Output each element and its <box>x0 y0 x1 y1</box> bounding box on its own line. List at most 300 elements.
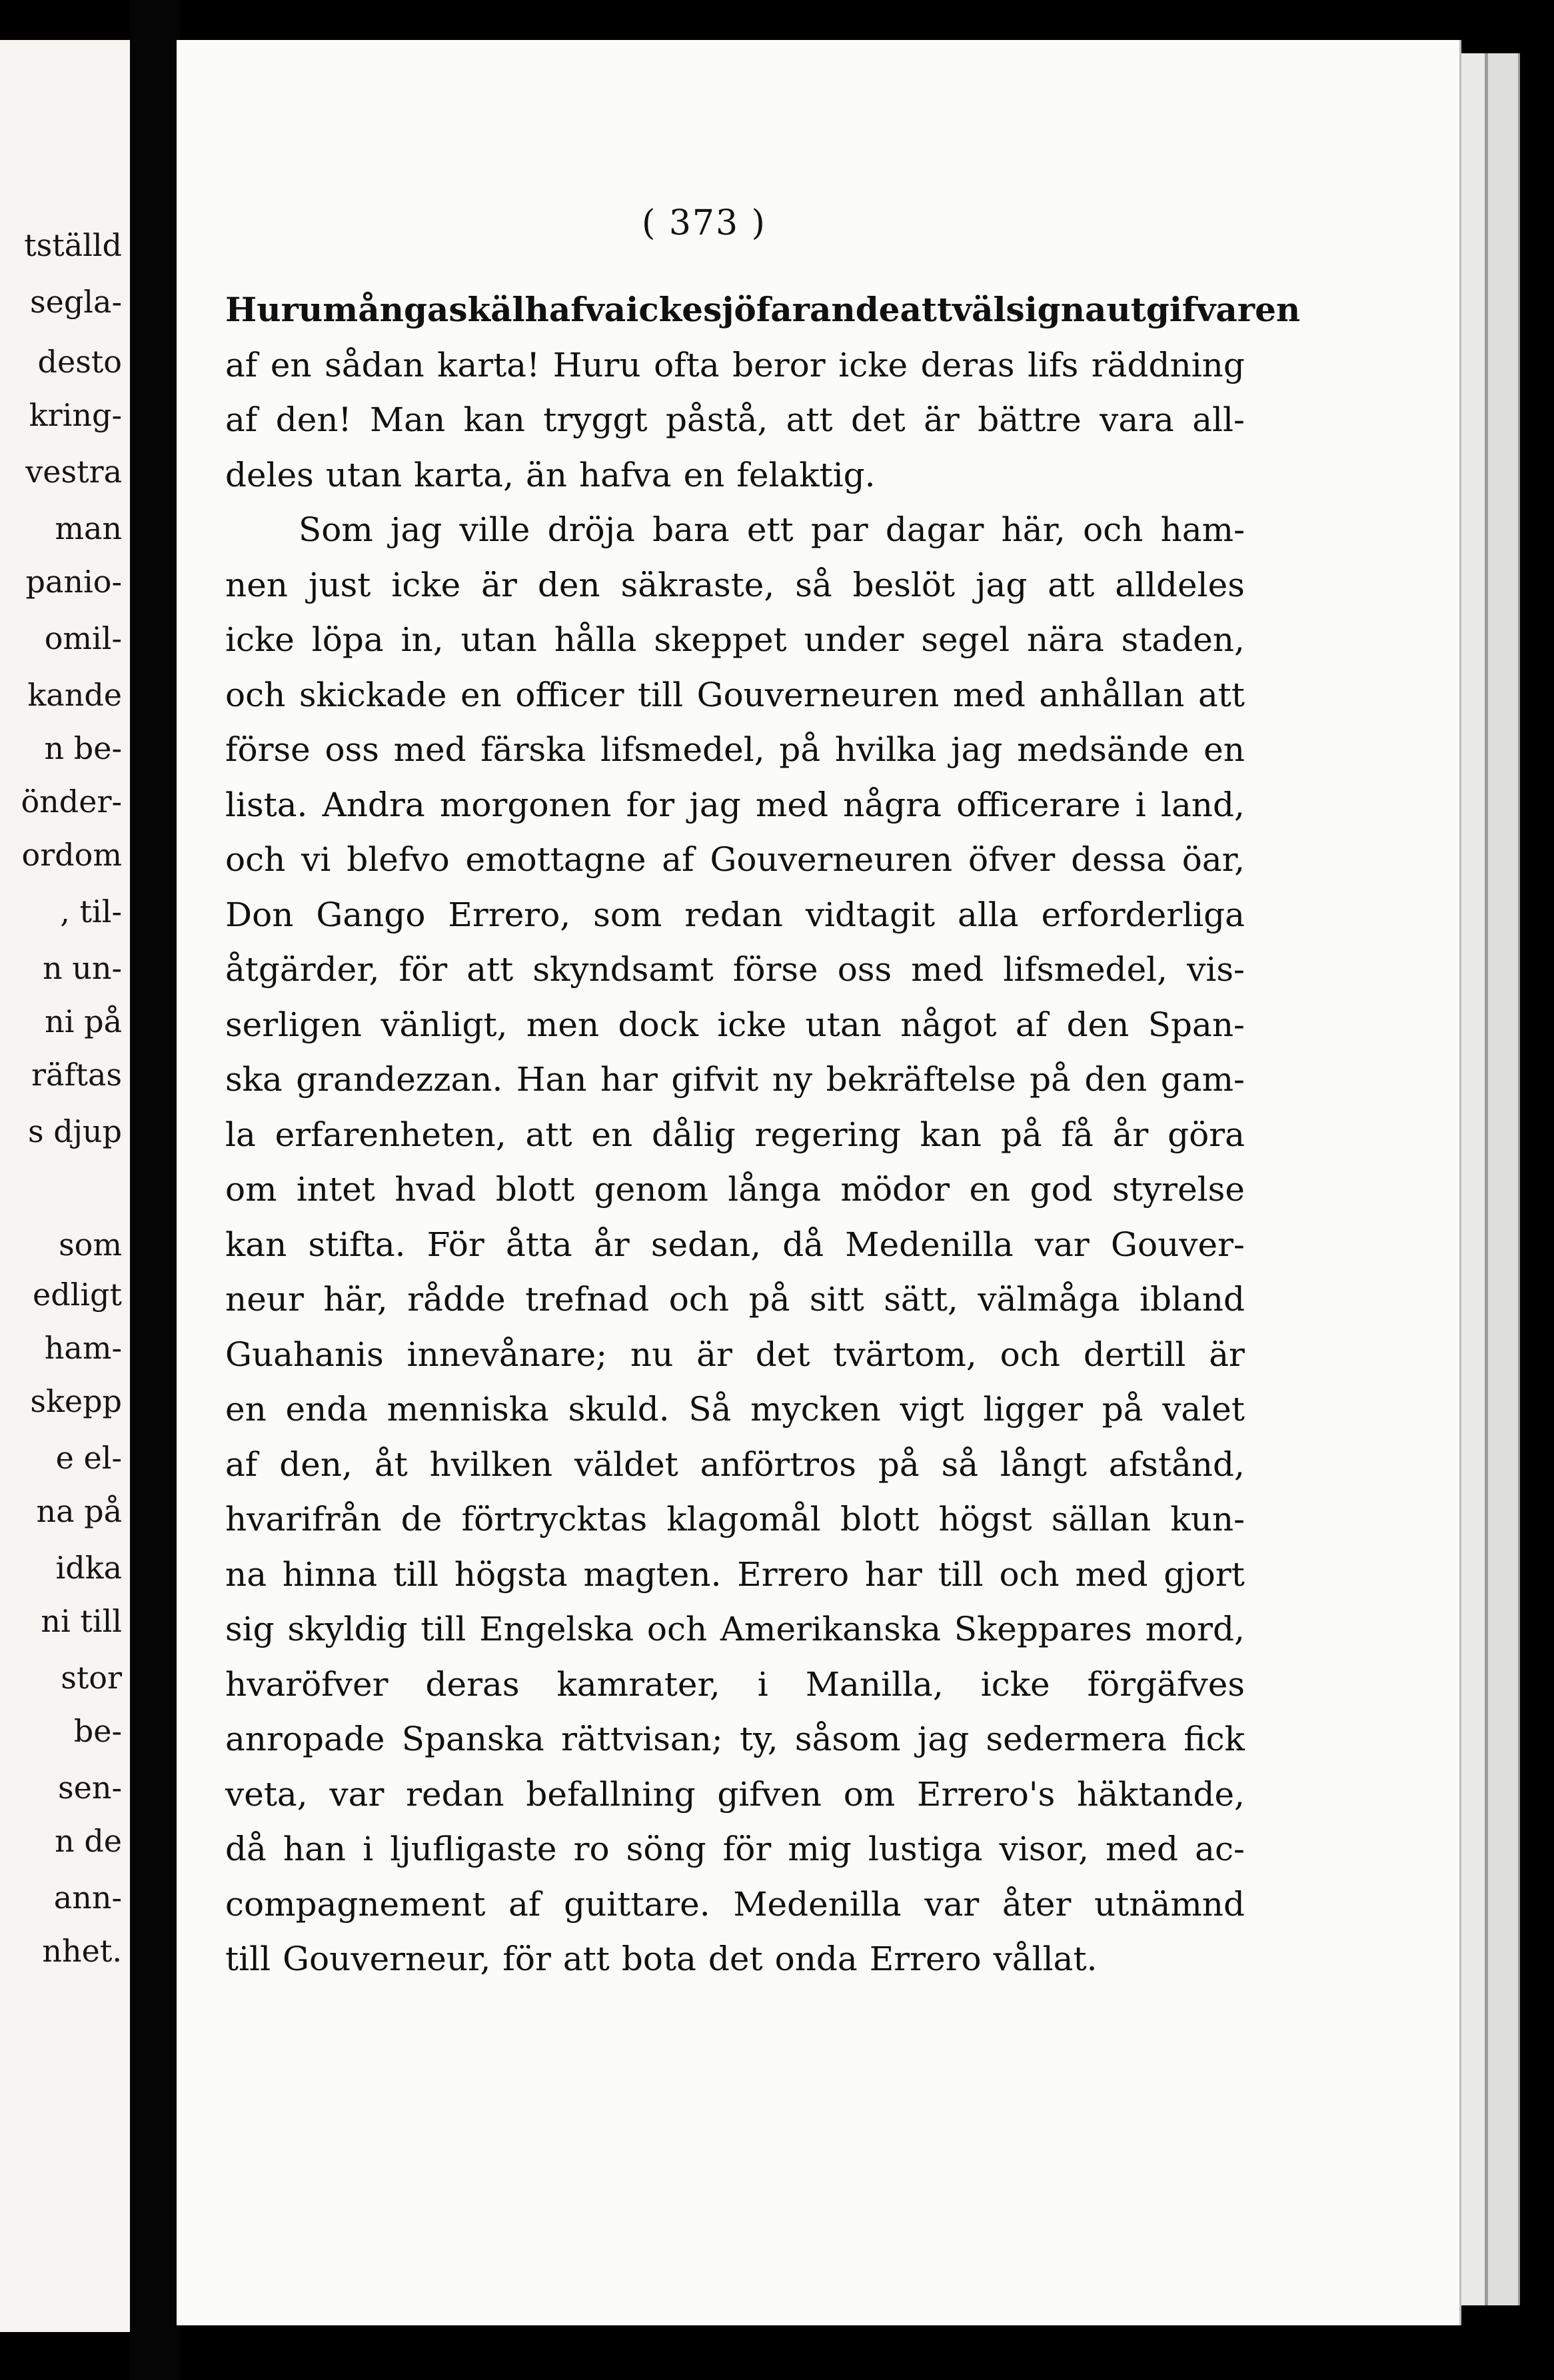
word: i <box>757 1664 768 1704</box>
left-page-line: skepp <box>30 1383 122 1419</box>
word: Span- <box>1148 1005 1245 1044</box>
word: icke <box>626 290 704 329</box>
word: kan <box>463 400 525 439</box>
word: sällan <box>1051 1500 1152 1538</box>
body-text <box>225 288 1301 1992</box>
left-page-line: kande <box>27 677 122 713</box>
word: att <box>900 290 953 329</box>
word: med <box>911 950 984 989</box>
word: en <box>460 675 502 714</box>
word: en <box>225 1390 267 1429</box>
word: rådde <box>407 1280 506 1319</box>
left-page-line: vestra <box>25 454 122 490</box>
page-edge <box>1486 53 1520 2305</box>
word: här, <box>323 1280 388 1319</box>
word: på <box>1102 1390 1144 1429</box>
word: tryggt <box>543 400 648 439</box>
left-page-line: stor <box>61 1660 122 1696</box>
word: vara <box>1100 400 1174 439</box>
word: Spanska <box>401 1720 544 1758</box>
word: Man <box>369 400 446 439</box>
word: onda <box>774 1940 858 1978</box>
word: sedan, <box>650 1225 762 1264</box>
word: skuld. <box>568 1390 670 1429</box>
word: För <box>426 1225 484 1264</box>
word: mig <box>788 1830 852 1868</box>
word: något <box>900 1005 997 1044</box>
word: Gango <box>316 895 426 934</box>
text-line <box>225 1717 1245 1772</box>
word: Errero <box>737 1554 850 1594</box>
word: befallning <box>526 1774 696 1814</box>
text-line <box>225 508 1245 563</box>
word: och <box>225 675 286 714</box>
word: tvärtom, <box>833 1335 977 1374</box>
word: ligger <box>983 1390 1084 1429</box>
word: förse <box>732 950 818 989</box>
word: guittare. <box>564 1884 710 1924</box>
left-page-line: kring- <box>29 397 122 433</box>
word: som <box>593 895 662 934</box>
word: det <box>708 1940 763 1978</box>
word: lifsmedel, <box>1003 950 1168 989</box>
left-page-line: n be- <box>44 730 122 766</box>
left-page-line: ordom <box>21 837 122 873</box>
word: dålig <box>652 1115 736 1154</box>
word: emottagne <box>465 840 646 879</box>
word: är <box>696 1335 732 1374</box>
word: har <box>600 1060 658 1099</box>
word: år <box>593 1225 630 1264</box>
word: de <box>400 1500 442 1538</box>
word: ibland <box>1139 1280 1245 1319</box>
text-line <box>225 1113 1245 1168</box>
word: lustiga <box>868 1830 983 1868</box>
text-line <box>225 783 1245 838</box>
word: åter <box>1002 1884 1072 1924</box>
word: alla <box>958 895 1019 934</box>
word: att <box>1197 675 1245 714</box>
word: beslöt <box>852 565 956 604</box>
left-page-line: nhet. <box>42 1933 122 1969</box>
word: hvilka <box>834 730 937 769</box>
word: gifven <box>717 1774 822 1814</box>
word: ljufligaste <box>390 1830 557 1868</box>
word: då <box>782 1225 824 1264</box>
word: vi <box>301 840 331 879</box>
word: jag <box>976 565 1028 604</box>
word: och <box>1083 510 1144 549</box>
word: under <box>804 620 904 659</box>
left-page-line: ni på <box>45 1003 122 1039</box>
word: deles <box>225 455 314 494</box>
word: utan <box>325 455 402 494</box>
word: bara <box>652 510 730 549</box>
text-line <box>225 1003 1245 1058</box>
word: och <box>225 840 286 879</box>
word: bekräftelse <box>826 1060 1016 1099</box>
word: utan <box>460 620 537 659</box>
word: åtta <box>505 1225 572 1264</box>
text-line <box>225 1167 1245 1223</box>
word: nära <box>1027 620 1104 659</box>
word: att <box>786 400 833 439</box>
word: hinna <box>282 1554 378 1594</box>
text-line <box>225 1497 1245 1552</box>
word: hålla <box>554 620 637 659</box>
word: väldet <box>574 1445 678 1484</box>
word: i <box>1135 785 1146 824</box>
word: kamrater, <box>556 1664 720 1704</box>
word: icke <box>838 345 908 384</box>
word: bättre <box>978 400 1082 439</box>
text-line <box>225 1772 1245 1828</box>
word: för <box>398 950 448 989</box>
word: fick <box>1183 1720 1245 1758</box>
word: jag <box>390 510 442 549</box>
word: beror <box>732 345 826 384</box>
word: par <box>810 510 868 549</box>
left-page-line: idka <box>55 1550 122 1586</box>
word: god <box>1030 1170 1093 1209</box>
word: sitt <box>809 1280 864 1319</box>
word: förgäfves <box>1087 1664 1245 1704</box>
word: så <box>941 1445 979 1484</box>
word: blefvo <box>347 840 450 879</box>
word: till <box>938 1554 984 1594</box>
word: anropade <box>225 1720 385 1758</box>
word: åtgärder, <box>225 950 380 989</box>
text-line <box>225 1552 1245 1608</box>
word: anförtros <box>700 1445 856 1484</box>
word: påstå, <box>666 400 768 439</box>
word: af <box>225 400 258 439</box>
word: sig <box>225 1610 275 1648</box>
left-page-line: ann- <box>53 1880 122 1916</box>
word: mödor <box>840 1170 950 1209</box>
word: Gouverneuren <box>696 675 940 714</box>
word: Errero, <box>448 895 571 934</box>
word: lifs <box>1028 345 1079 384</box>
word: öfver <box>968 840 1056 879</box>
word: gjort <box>1164 1554 1245 1594</box>
word: Andra <box>322 785 425 824</box>
word: många <box>323 290 449 329</box>
word: var <box>924 1884 980 1924</box>
word: vidtagit <box>805 895 936 934</box>
text-line <box>225 1937 1245 1992</box>
word: erforderliga <box>1041 895 1245 934</box>
word: några <box>843 785 942 824</box>
word: medsände <box>1017 730 1189 769</box>
word: nu <box>630 1335 674 1374</box>
word: afstånd, <box>1108 1445 1245 1484</box>
word: hvarifrån <box>225 1500 382 1538</box>
word: mycken <box>750 1390 881 1429</box>
word: den, <box>279 1445 353 1484</box>
word: långa <box>728 1170 822 1209</box>
word: hafva <box>524 290 626 329</box>
word: löpa <box>311 620 384 659</box>
word: med <box>393 730 466 769</box>
word: jag <box>917 1720 970 1758</box>
page-number: ( 373 ) <box>642 203 766 243</box>
word: ville <box>459 510 530 549</box>
word: skäl <box>448 290 525 329</box>
word: ro <box>573 1830 610 1868</box>
word: land, <box>1160 785 1245 824</box>
word: långt <box>1000 1445 1088 1484</box>
text-line <box>225 1223 1245 1278</box>
word: ham- <box>1160 510 1245 549</box>
word: om <box>843 1774 896 1814</box>
word: for <box>626 785 675 824</box>
word: åt <box>374 1445 408 1484</box>
word: en <box>591 1115 633 1154</box>
word: få <box>1061 1115 1094 1154</box>
word: och <box>668 1280 730 1319</box>
word: öar, <box>1181 840 1245 879</box>
word: är <box>481 565 517 604</box>
word: till <box>225 1940 271 1978</box>
word: på <box>1000 1115 1042 1154</box>
word: Medenilla <box>845 1225 1014 1264</box>
word: den! <box>275 400 352 439</box>
word: kun- <box>1170 1500 1245 1538</box>
word: så <box>795 565 832 604</box>
word: men <box>526 1005 600 1044</box>
word: veta, <box>225 1774 308 1814</box>
text-line <box>225 893 1245 948</box>
word: sjöfarande <box>703 290 900 329</box>
word: ny <box>772 1060 813 1099</box>
word: med <box>952 675 1026 714</box>
word: den <box>537 565 600 604</box>
word: sätt, <box>884 1280 958 1319</box>
word: lifsmedel, <box>600 730 765 769</box>
word: officer <box>515 675 624 714</box>
left-page-line: , til- <box>60 893 122 929</box>
word: Engelska <box>479 1610 634 1648</box>
left-page-line: omil- <box>44 620 122 656</box>
word: vållat. <box>993 1940 1098 1978</box>
word: Medenilla <box>733 1884 902 1924</box>
word: af <box>225 345 258 384</box>
left-page-line: e el- <box>55 1440 122 1476</box>
word: det <box>851 400 906 439</box>
word: var <box>1034 1225 1090 1264</box>
left-page-fragment <box>0 40 130 2332</box>
word: Skeppares <box>954 1610 1132 1648</box>
word: år <box>1112 1115 1149 1154</box>
word: såsom <box>794 1720 901 1758</box>
word: sedermera <box>986 1720 1167 1758</box>
word: blott <box>495 1170 575 1209</box>
word: högsta <box>454 1554 568 1594</box>
word: vis- <box>1187 950 1245 989</box>
book-spine <box>130 0 180 2380</box>
word: på <box>878 1445 920 1484</box>
word: redan <box>406 1774 504 1814</box>
word: en <box>683 455 725 494</box>
word: morgonen <box>439 785 612 824</box>
left-page-line: be- <box>73 1713 122 1749</box>
word: icke <box>391 565 461 604</box>
word: innevånare; <box>406 1335 608 1374</box>
word: gam- <box>1160 1060 1245 1099</box>
word: Manilla, <box>805 1664 944 1704</box>
word: utnämnd <box>1094 1884 1245 1924</box>
word: sådan <box>325 345 424 384</box>
text-line <box>225 1827 1245 1882</box>
word: på <box>779 730 821 769</box>
left-page-line: n un- <box>42 950 122 986</box>
word: jag <box>689 785 741 824</box>
word: segel <box>921 620 1010 659</box>
left-page-line: desto <box>37 344 122 380</box>
word: valet <box>1162 1390 1245 1429</box>
word: välmåga <box>978 1280 1120 1319</box>
word: hvaröfver <box>225 1664 388 1704</box>
word: lista. <box>225 785 308 824</box>
word: vigt <box>900 1390 964 1429</box>
word: redan <box>684 895 783 934</box>
word: rättvisan; <box>561 1720 723 1758</box>
word: hafva <box>578 455 672 494</box>
word: la <box>225 1115 256 1154</box>
word: att <box>562 1940 610 1978</box>
word: serligen <box>225 1005 362 1044</box>
word: felaktig. <box>736 455 876 494</box>
word: blott <box>840 1500 920 1538</box>
word: Guahanis <box>225 1335 384 1374</box>
word: göra <box>1167 1115 1245 1154</box>
word: enda <box>285 1390 369 1429</box>
word: det <box>755 1335 810 1374</box>
word: har <box>864 1554 922 1594</box>
word: dagar <box>885 510 984 549</box>
word: välsigna <box>952 290 1107 329</box>
word: bota <box>621 1940 696 1978</box>
word: stifta. <box>308 1225 406 1264</box>
word: kan <box>920 1115 982 1154</box>
text-line <box>225 398 1245 453</box>
left-page-line: n de <box>55 1823 122 1859</box>
word: räddning <box>1091 345 1245 384</box>
word: skyndsamt <box>532 950 714 989</box>
text-line <box>225 1277 1245 1333</box>
word: att <box>1048 565 1095 604</box>
word: hvilken <box>429 1445 553 1484</box>
word: visor, <box>999 1830 1089 1868</box>
word: än <box>525 455 567 494</box>
word: skeppet <box>654 620 787 659</box>
word: utan <box>805 1005 882 1044</box>
left-page-line: na på <box>36 1493 122 1529</box>
text-line <box>225 288 1301 343</box>
word: oss <box>325 730 379 769</box>
word: om <box>225 1170 277 1209</box>
word: Han <box>516 1060 587 1099</box>
word: med <box>1075 1554 1148 1594</box>
word: dröja <box>547 510 635 549</box>
word: deras <box>920 345 1015 384</box>
word: Errero <box>869 1940 982 1978</box>
word: na <box>225 1554 267 1594</box>
word: icke <box>717 1005 787 1044</box>
left-page-line: tställd <box>24 227 122 263</box>
word: staden, <box>1121 620 1245 659</box>
word: Gouverneur, <box>283 1940 491 1978</box>
word: oss <box>837 950 892 989</box>
word: all- <box>1192 400 1245 439</box>
word: officerare <box>956 785 1121 824</box>
word: här, <box>1001 510 1066 549</box>
word: ska <box>225 1060 283 1099</box>
word: magten. <box>583 1554 722 1594</box>
left-page-line: segla- <box>30 284 122 320</box>
left-page-line: man <box>55 510 122 546</box>
word: Errero's <box>916 1774 1056 1814</box>
text-line <box>225 1443 1245 1498</box>
word: med <box>755 785 828 824</box>
text-line <box>225 1882 1245 1938</box>
left-page-line: ham- <box>44 1330 122 1366</box>
word: neur <box>225 1280 304 1319</box>
word: klagomål <box>666 1500 821 1538</box>
word: en <box>969 1170 1011 1209</box>
word: Gouver- <box>1111 1225 1245 1264</box>
word: icke <box>980 1664 1050 1704</box>
word: genom <box>594 1170 708 1209</box>
word: den <box>1066 1005 1130 1044</box>
word: ty, <box>740 1720 778 1758</box>
word: Huru <box>225 290 323 329</box>
word: häktande, <box>1077 1774 1245 1814</box>
left-page-line: edligt <box>32 1277 122 1313</box>
word: erfarenheten, <box>275 1115 506 1154</box>
word: högst <box>938 1500 1032 1538</box>
word: med <box>1106 1830 1179 1868</box>
word: skickade <box>299 675 447 714</box>
word: den <box>1084 1060 1148 1099</box>
left-page-line: räftas <box>31 1057 122 1093</box>
word: för <box>502 1940 551 1978</box>
word: dessa <box>1071 840 1166 879</box>
word: ac- <box>1195 1830 1245 1868</box>
text-line <box>225 838 1245 893</box>
word: anhållan <box>1039 675 1185 714</box>
word: han <box>283 1830 347 1868</box>
word: förtrycktas <box>461 1500 648 1538</box>
word: af <box>1015 1005 1048 1044</box>
word: är <box>924 400 960 439</box>
word: styrelse <box>1112 1170 1245 1209</box>
word: menniska <box>387 1390 549 1429</box>
word: icke <box>225 620 295 659</box>
text-line <box>225 1387 1245 1443</box>
text-line <box>225 343 1245 398</box>
word: på <box>748 1280 790 1319</box>
text-line <box>225 563 1245 618</box>
word: var <box>329 1774 385 1814</box>
word: på <box>1030 1060 1071 1099</box>
word: alldeles <box>1115 565 1245 604</box>
left-page-line: s djup <box>27 1113 122 1149</box>
word: Så <box>688 1390 732 1429</box>
word: till <box>638 675 684 714</box>
word: in, <box>400 620 444 659</box>
